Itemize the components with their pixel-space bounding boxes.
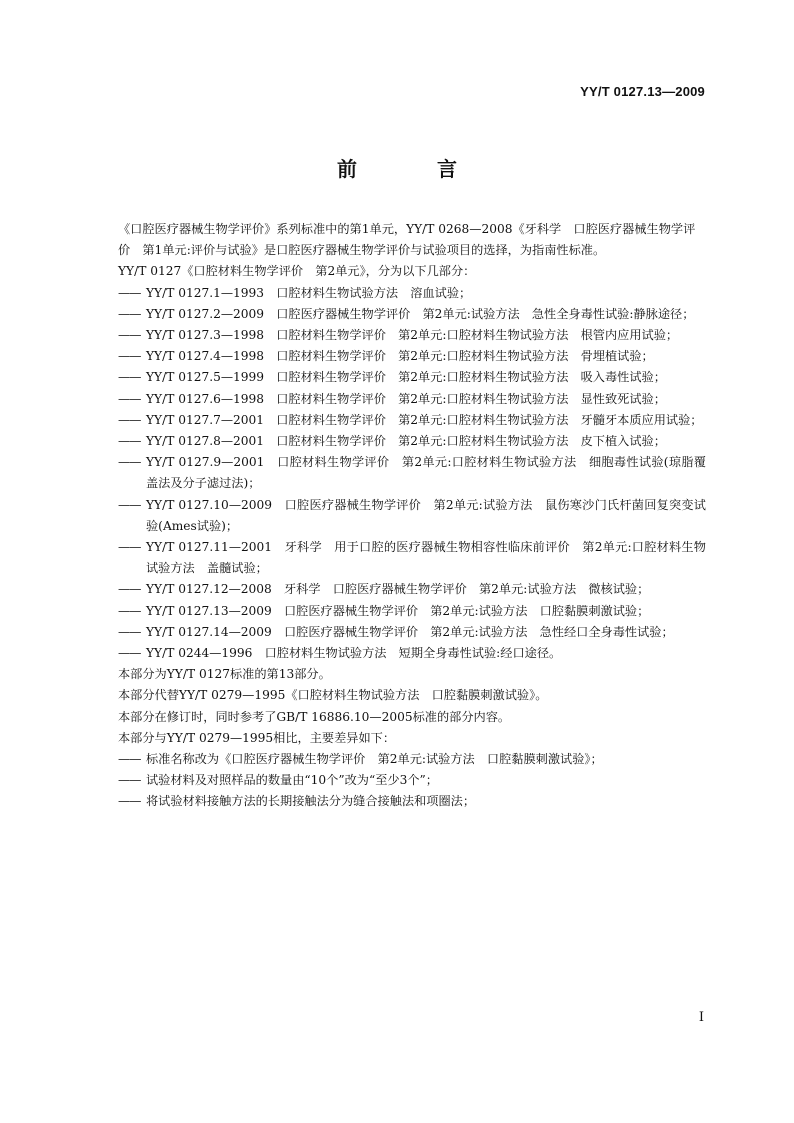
standard-code-header: YY/T 0127.13—2009 (580, 84, 705, 99)
note-paragraph: 本部分与YY/T 0279—1995相比，主要差异如下： (118, 730, 396, 745)
list-item: —— YY/T 0127.6—1998 口腔材料生物学评价 第2单元:口腔材料生物试验方法 显性致死试验； (118, 391, 666, 406)
page-title: 前 言 (337, 157, 487, 181)
list-item: —— 试验材料及对照样品的数量由“10个”改为“至少3个”； (118, 773, 438, 788)
list-item: —— YY/T 0244—1996 口腔材料生物试验方法 短期全身毒性试验:经口途径。 (118, 646, 562, 661)
list-item: —— YY/T 0127.1—1993 口腔材料生物试验方法 溶血试验； (118, 285, 472, 300)
note-paragraph: 本部分代替YY/T 0279—1995《口腔材料生物试验方法 口腔黏膜刺激试验》。 (118, 688, 548, 703)
intro-paragraph-1 (118, 219, 706, 261)
list-item: —— YY/T 0127.14—2009 口腔医疗器械生物学评价 第2单元:试验方法 急性经口全身毒性试验； (118, 624, 674, 639)
list-item: —— YY/T 0127.7—2001 口腔材料生物学评价 第2单元:口腔材料生物试验方法 牙髓牙本质应用试验； (118, 412, 703, 427)
document-body (118, 219, 706, 813)
differences-list (118, 749, 706, 813)
list-item: —— YY/T 0127.4—1998 口腔材料生物学评价 第2单元:口腔材料生物试验方法 骨埋植试验； (118, 349, 654, 364)
list-item: —— YY/T 0127.12—2008 牙科学 口腔医疗器械生物学评价 第2单元:试验方法 微核试验； (118, 582, 650, 597)
list-item: —— YY/T 0127.8—2001 口腔材料生物学评价 第2单元:口腔材料生物试验方法 皮下植入试验； (118, 434, 666, 449)
list-item: —— YY/T 0127.5—1999 口腔材料生物学评价 第2单元:口腔材料生物试验方法 吸入毒性试验； (118, 370, 666, 385)
intro-text-1: 《口腔医疗器械生物学评价》系列标准中的第1单元，YY/T 0268—2008《牙科学 口腔医疗器械生物学评价 第1单元:评价与试验》是口腔医疗器械生物学评价与试验项目的选择，为指南性标准。 (118, 222, 696, 258)
parts-list (118, 283, 706, 665)
intro-paragraph-2 (118, 261, 706, 282)
page-number: I (698, 1010, 704, 1025)
list-item: —— YY/T 0127.9—2001 口腔材料生物学评价 第2单元:口腔材料生物试验方法 细胞毒性试验(琼脂覆盖法及分子滤过法)； (118, 455, 706, 491)
list-item: —— YY/T 0127.2—2009 口腔医疗器械生物学评价 第2单元:试验方法 急性全身毒性试验:静脉途径； (118, 306, 695, 321)
list-item: —— 将试验材料接触方法的长期接触法分为缝合接触法和项圈法； (118, 794, 476, 809)
note-paragraph: 本部分为YY/T 0127标准的第13部分。 (118, 667, 331, 682)
list-item: —— 标准名称改为《口腔医疗器械生物学评价 第2单元:试验方法 口腔黏膜刺激试验》； (118, 752, 603, 767)
list-item: —— YY/T 0127.10—2009 口腔医疗器械生物学评价 第2单元:试验方法 鼠伤寒沙门氏杆菌回复突变试验(Ames试验)； (118, 497, 706, 533)
list-item: —— YY/T 0127.13—2009 口腔医疗器械生物学评价 第2单元:试验方法 口腔黏膜刺激试验； (118, 603, 650, 618)
intro-text-2: YY/T 0127《口腔材料生物学评价 第2单元》，分为以下几部分： (118, 264, 476, 279)
note-paragraph: 本部分在修订时，同时参考了GB/T 16886.10—2005标准的部分内容。 (118, 709, 511, 724)
list-item: —— YY/T 0127.11—2001 牙科学 用于口腔的医疗器械生物相容性临床前评价 第2单元:口腔材料生物试验方法 盖髓试验； (118, 540, 706, 576)
list-item: —— YY/T 0127.3—1998 口腔材料生物学评价 第2单元:口腔材料生物试验方法 根管内应用试验； (118, 328, 679, 343)
